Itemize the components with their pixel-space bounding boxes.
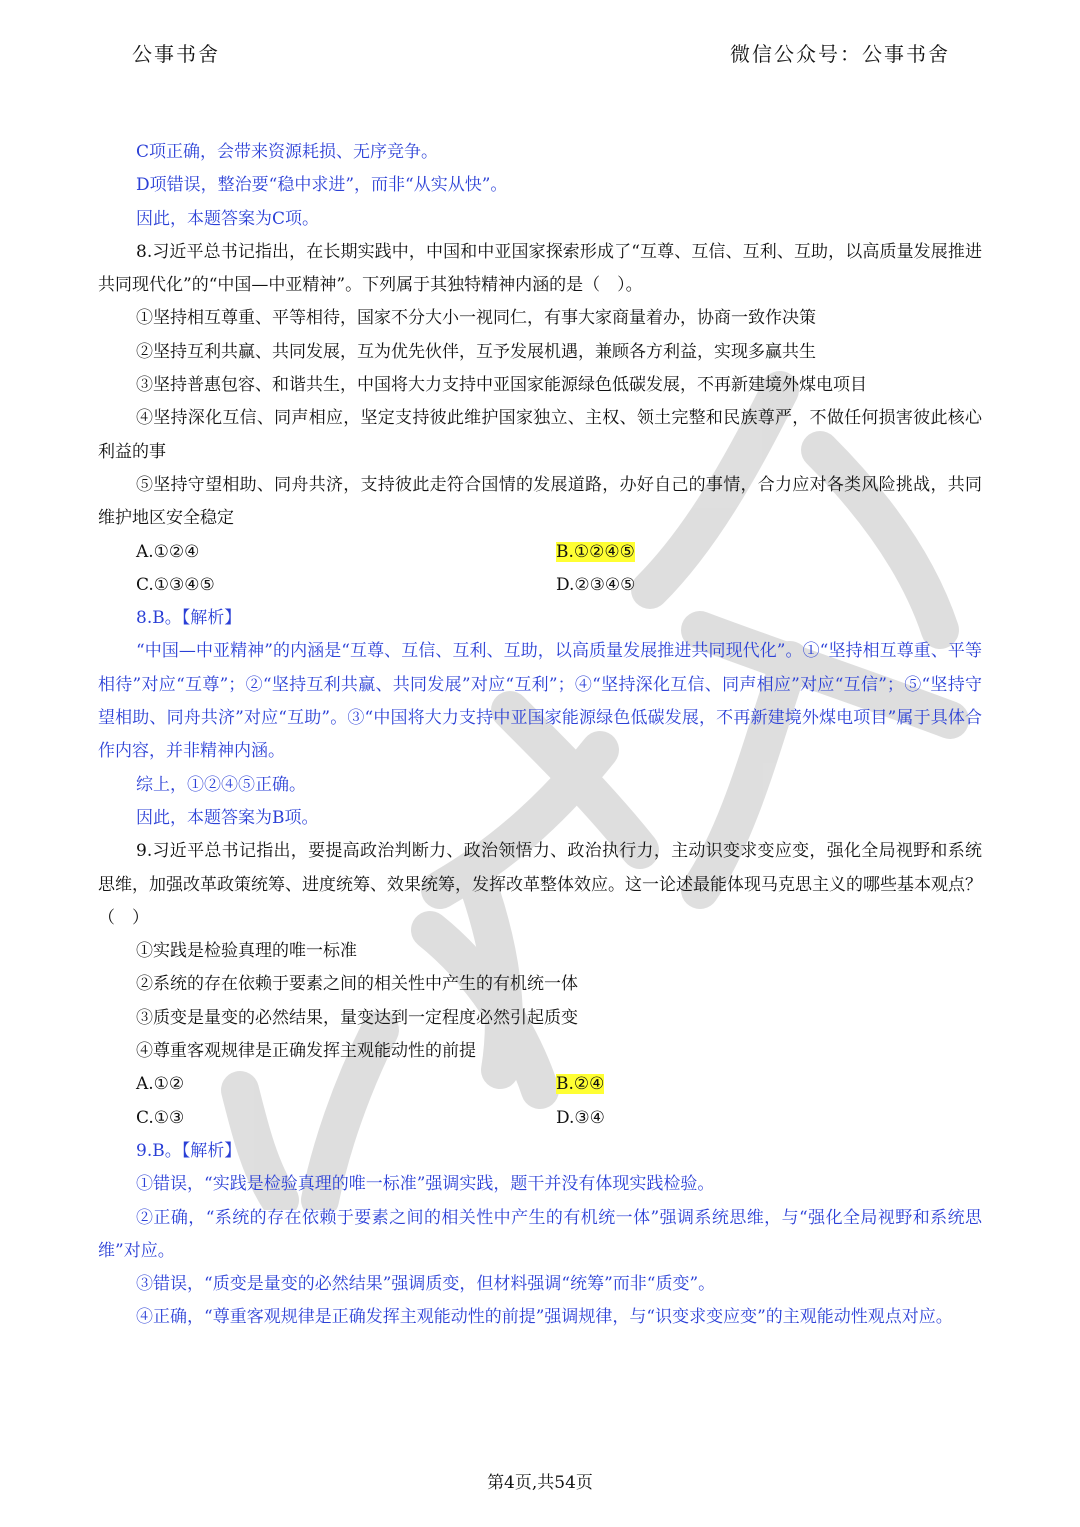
q8-item-2: ②坚持互利共赢、共同发展，互为优先伙伴，互予发展机遇，兼顾各方利益，实现多赢共生 — [136, 341, 816, 362]
header-right-wechat: 微信公众号：公事书舍 — [730, 42, 950, 66]
q8-item-3: ③坚持普惠包容、和谐共生，中国将大力支持中亚国家能源绿色低碳发展，不再新建境外煤电项目 — [136, 375, 867, 396]
q9-item-3: ③质变是量变的必然结果，量变达到一定程度必然引起质变 — [136, 1007, 578, 1028]
c-option-explanation: C项正确，会带来资源耗损、无序竞争。 — [136, 142, 439, 162]
q9-analysis-3: ③错误，“质变是量变的必然结果”强调质变，但材料强调“统筹”而非“质变”。 — [136, 1274, 716, 1295]
page-number-footer: 第4页,共54页 — [487, 1473, 593, 1493]
q8-options-row-1 — [98, 536, 982, 569]
q9-option-d: D.③④ — [556, 1107, 605, 1128]
q9-analysis-1: ①错误，“实践是检验真理的唯一标准”强调实践，题干并没有体现实践检验。 — [136, 1174, 715, 1195]
q9-option-a: A.①② — [136, 1074, 185, 1095]
previous-answer: 因此，本题答案为C项。 — [136, 208, 320, 229]
q9-analysis-title: 9.B。【解析】 — [136, 1140, 242, 1161]
q9-item-2: ②系统的存在依赖于要素之间的相关性中产生的有机统一体 — [136, 974, 578, 995]
q8-summary: 综上，①②④⑤正确。 — [136, 774, 306, 795]
q8-option-d: D.②③④⑤ — [556, 574, 636, 595]
document-body — [98, 136, 982, 1335]
q8-item-5: ⑤坚持守望相助、同舟共济，支持彼此走符合国情的发展道路，办好自己的事情，合力应对各类风险挑战，共同维护地区安全稳定 — [98, 474, 982, 529]
q8-analysis: “中国—中亚精神”的内涵是“互尊、互信、互利、互助，以高质量发展推进共同现代化”。①“坚持相互尊重、平等相待”对应“互尊”；②“坚持互利共赢、共同发展”对应“互利”；④“坚持深化互信、同声相应”对应“互信”；⑤“坚持守望相助、同舟共济”对应“互助”。③“中国将大力支持中亚国家能源绿色低碳发展，不再新建境外煤电项目”属于具体合作内容，并非精神内涵。 — [98, 641, 982, 762]
q9-options-row-1 — [98, 1068, 982, 1101]
q9-item-4: ④尊重客观规律是正确发挥主观能动性的前提 — [136, 1041, 476, 1062]
q9-analysis-4: ④正确，“尊重客观规律是正确发挥主观能动性的前提”强调规律，与“识变求变应变”的主观能动性观点对应。 — [136, 1307, 953, 1328]
q9-item-1: ①实践是检验真理的唯一标准 — [136, 941, 357, 962]
header-left-title: 公事书舍 — [132, 42, 220, 66]
page-header — [0, 38, 1080, 68]
q8-answer: 因此，本题答案为B项。 — [136, 807, 319, 828]
q9-option-b-highlighted: B.②④ — [556, 1074, 605, 1095]
q8-option-a: A.①②④ — [136, 541, 200, 562]
q8-option-c: C.①③④⑤ — [136, 574, 215, 595]
q9-option-c: C.①③ — [136, 1107, 185, 1128]
q8-item-1: ①坚持相互尊重、平等相待，国家不分大小一视同仁，有事大家商量着办，协商一致作决策 — [136, 308, 816, 329]
q9-stem: 9.习近平总书记指出，要提高政治判断力、政治领悟力、政治执行力，主动识变求变应变，强化全局视野和系统思维，加强改革政策统筹、进度统筹、效果统筹，发挥改革整体效应。这一论述最能体现马克思主义的哪些基本观点？（ ） — [98, 841, 982, 928]
d-option-explanation: D项错误，整治要“稳中求进”，而非“从实从快”。 — [136, 175, 508, 196]
q9-analysis-2: ②正确，“系统的存在依赖于要素之间的相关性中产生的有机统一体”强调系统思维，与“强化全局视野和系统思维”对应。 — [98, 1207, 982, 1261]
q9-options-row-2 — [98, 1102, 982, 1135]
q8-stem: 8.习近平总书记指出，在长期实践中，中国和中亚国家探索形成了“互尊、互信、互利、互助，以高质量发展推进共同现代化”的“中国—中亚精神”。下列属于其独特精神内涵的是（ ）。 — [98, 241, 982, 296]
q8-options-row-2 — [98, 569, 982, 602]
q8-option-b-highlighted: B.①②④⑤ — [556, 541, 635, 562]
q8-analysis-title: 8.B。【解析】 — [136, 608, 242, 629]
q8-item-4: ④坚持深化互信、同声相应，坚定支持彼此维护国家独立、主权、领土完整和民族尊严，不做任何损害彼此核心利益的事 — [98, 408, 982, 462]
